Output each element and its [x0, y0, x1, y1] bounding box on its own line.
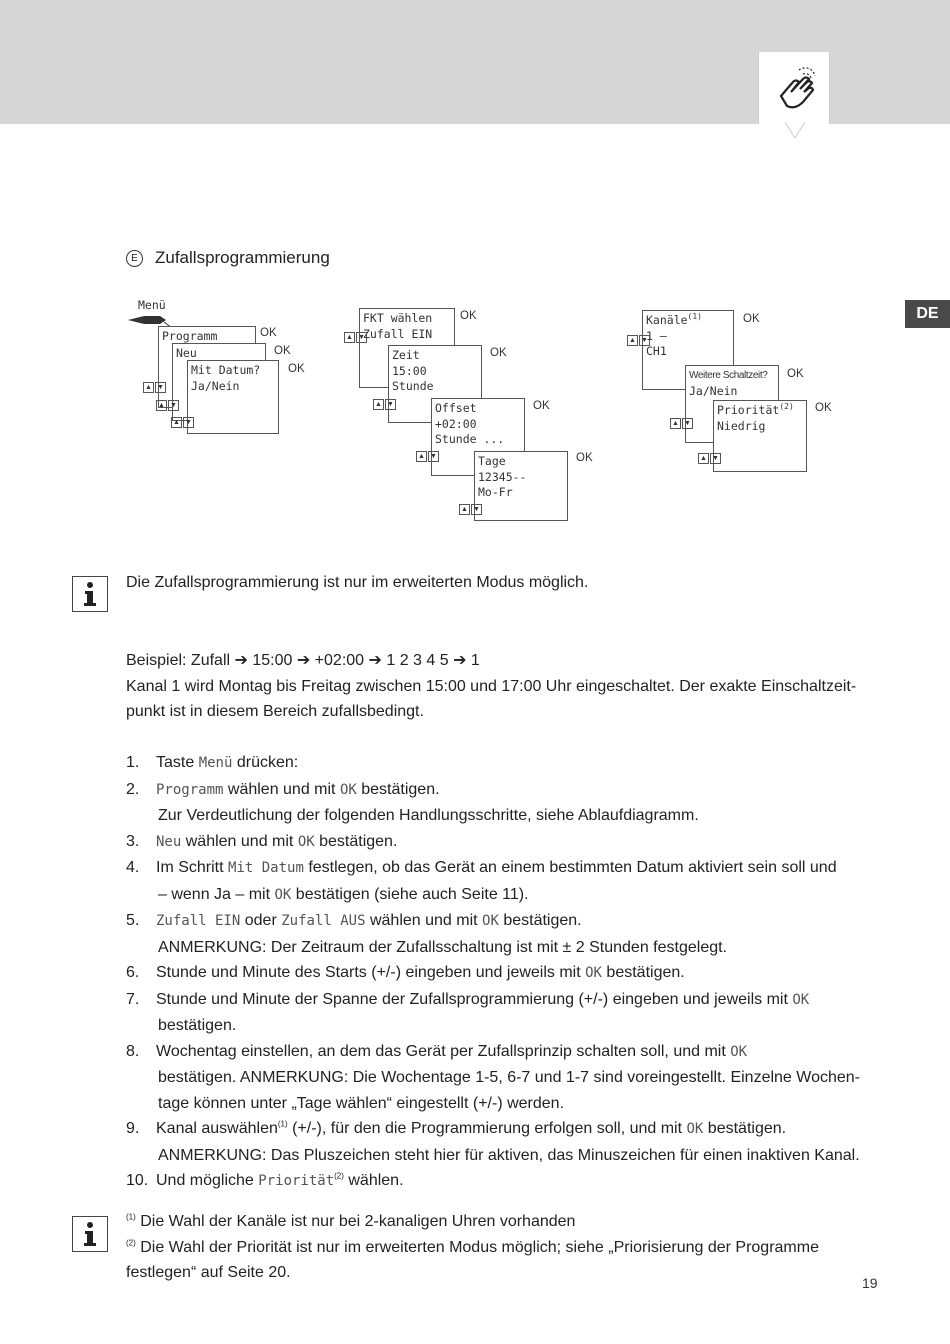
- footnote-2: [126, 1235, 886, 1261]
- prioritaet-screen: [713, 400, 807, 472]
- offset-text: [432, 399, 524, 450]
- prioritaet-line: [717, 403, 803, 419]
- ok-label: OK: [460, 310, 477, 322]
- up-down-keys: ▲ ▼: [459, 504, 482, 515]
- ok-label: OK: [576, 452, 593, 464]
- display-term: OK: [297, 833, 315, 850]
- kanaele-line: [646, 313, 730, 329]
- list-note: ANMERKUNG: Das Pluszeichen steht hier für aktiven, das Minuszeichen für einen inaktiven Kanal.: [158, 1146, 860, 1164]
- footnote-marker: (2): [334, 1171, 344, 1181]
- step-number: 7.: [126, 990, 140, 1008]
- offset-line: Offset: [435, 401, 477, 415]
- touch-badge: [758, 52, 830, 124]
- footnote-marker: (2): [126, 1238, 136, 1248]
- step-text: drücken:: [232, 754, 299, 771]
- footnote-text: Die Wahl der Kanäle ist nur bei 2-kanaligen Uhren vorhanden: [135, 1213, 576, 1230]
- display-term: OK: [585, 965, 602, 981]
- prioritaet-text: [714, 401, 806, 436]
- step-number: 4.: [126, 859, 140, 876]
- display-term: OK: [792, 991, 810, 1008]
- step-text: Taste: [156, 754, 199, 771]
- list-note: Zur Verdeutlichung der folgenden Handlungsschritte, siehe Ablaufdiagramm.: [158, 807, 699, 824]
- tage-text: [475, 452, 567, 503]
- footnote-marker: (2): [779, 402, 794, 412]
- footnote-marker: (1): [687, 312, 702, 322]
- badge-pointer: [785, 122, 805, 140]
- display-term: Programm: [156, 781, 224, 798]
- list-item: [126, 750, 886, 777]
- step-text: festlegen, ob das Gerät an einem bestimmten Datum aktiviert sein soll und: [303, 859, 837, 876]
- tage-line: Mo-Fr: [478, 485, 513, 499]
- list-note: ANMERKUNG: Der Zeitraum der Zufallsschaltung ist mit ± 2 Stunden festgelegt.: [158, 938, 727, 956]
- example-block: [126, 648, 856, 725]
- zeit-line: Zeit: [392, 348, 420, 362]
- display-term: Mit Datum: [228, 860, 304, 876]
- list-item: [126, 908, 886, 935]
- ok-label: OK: [743, 313, 760, 325]
- list-item: [126, 829, 886, 856]
- step-text: wählen und mit: [365, 912, 483, 929]
- display-term: OK: [730, 1043, 748, 1060]
- list-item: [126, 777, 886, 804]
- footnote-1: [126, 1209, 886, 1235]
- ok-label: OK: [533, 400, 550, 412]
- ok-label: OK: [815, 402, 832, 414]
- step-text: (+/-), für den die Programmierung erfolgen soll, und mit: [287, 1120, 687, 1137]
- offset-line: Stunde ...: [435, 432, 505, 446]
- tage-line: Tage: [478, 454, 506, 468]
- step-number: 10.: [126, 1172, 149, 1189]
- prioritaet-line: Niedrig: [717, 418, 766, 433]
- up-down-keys: ▲ ▼: [670, 418, 693, 429]
- display-term: OK: [339, 781, 357, 798]
- mit-datum-line: Mit Datum?: [191, 363, 261, 377]
- footnote-marker: (1): [277, 1119, 288, 1129]
- section-heading: [126, 248, 330, 268]
- page-number: 19: [862, 1275, 878, 1291]
- display-term: Zufall EIN: [156, 913, 241, 929]
- step-number: 3.: [126, 832, 140, 850]
- step-text: bestätigen.: [601, 964, 685, 981]
- step-text: Stunde und Minute des Starts (+/-) eingeben und jeweils mit: [156, 964, 586, 981]
- weitere-line: Ja/Nein: [689, 383, 738, 398]
- step-text: bestätigen (siehe auch Seite 11).: [291, 885, 529, 903]
- list-item: [126, 1168, 886, 1195]
- step-text: Stunde und Minute der Spanne der Zufallsprogrammierung (+/-) eingeben und jeweils mit: [156, 990, 793, 1008]
- up-down-keys: ▲ ▼: [171, 417, 194, 428]
- step-text: wählen und mit: [181, 832, 298, 850]
- footnote-marker: (1): [126, 1212, 136, 1222]
- example-line: Beispiel: Zufall ➔ 15:00 ➔ +02:00 ➔ 1 2 3 4 5 ➔ 1: [126, 652, 480, 669]
- up-down-keys: ▲ ▼: [143, 382, 166, 393]
- list-item: [126, 855, 886, 882]
- fkt-line: Zufall EIN: [363, 326, 433, 341]
- tage-line: 12345--: [478, 469, 527, 484]
- display-term: Priorität: [258, 1173, 335, 1189]
- flow-diagram: [0, 290, 950, 530]
- info-icon: [72, 576, 108, 612]
- up-down-keys: ▲ ▼: [416, 451, 439, 462]
- up-down-keys: ▲ ▼: [156, 400, 179, 411]
- ok-label: OK: [274, 345, 291, 357]
- list-item: [126, 1116, 886, 1143]
- kanaele-label: Kanäle: [646, 313, 688, 327]
- step-number: 8.: [126, 1042, 140, 1060]
- step-number: 5.: [126, 912, 140, 929]
- programm-text: Programm: [162, 329, 218, 343]
- neu-text: Neu: [176, 346, 197, 360]
- up-down-keys: ▲ ▼: [698, 453, 721, 464]
- ok-label: OK: [288, 363, 305, 375]
- step-text: wählen.: [343, 1172, 404, 1189]
- kanaele-line: 1 –: [646, 328, 667, 343]
- menu-label: Menü: [138, 298, 166, 312]
- offset-line: +02:00: [435, 416, 477, 431]
- zeit-text: [389, 346, 481, 397]
- step-text: bestätigen.: [356, 780, 440, 798]
- language-tab: DE: [905, 300, 950, 328]
- info-icon: [72, 1216, 108, 1252]
- mit-datum-text: [188, 361, 278, 396]
- list-continuation: bestätigen.: [158, 1017, 237, 1034]
- footnotes: [126, 1209, 886, 1286]
- step-text: bestätigen.: [498, 912, 582, 929]
- step-text: bestätigen.: [314, 832, 398, 850]
- list-item: [126, 960, 886, 987]
- step-text: Im Schritt: [156, 859, 229, 876]
- up-down-keys: ▲ ▼: [344, 332, 367, 343]
- section-marker: E: [126, 250, 143, 267]
- step-text: Wochentag einstellen, an dem das Gerät per Zufallsprinzip schalten soll, und mit: [156, 1042, 731, 1060]
- list-continuation: tage können unter „Tage wählen“ eingestellt (+/-) werden.: [158, 1094, 565, 1112]
- ok-label: OK: [260, 327, 277, 339]
- display-term: OK: [686, 1121, 704, 1137]
- mit-datum-line: Ja/Nein: [191, 378, 240, 393]
- up-down-keys: ▲ ▼: [373, 399, 396, 410]
- kanaele-text: [643, 311, 733, 362]
- weitere-line: Weitere Schaltzeit?: [689, 370, 768, 381]
- step-text: oder: [240, 912, 282, 929]
- prioritaet-label: Priorität: [717, 403, 780, 417]
- ok-label: OK: [490, 347, 507, 359]
- zeit-line: Stunde: [392, 379, 434, 393]
- step-text: Kanal auswählen: [156, 1120, 278, 1137]
- steps-list: [126, 750, 886, 1195]
- step-text: Und mögliche: [156, 1172, 259, 1189]
- fkt-line: FKT wählen: [363, 311, 433, 325]
- list-continuation: [126, 882, 886, 909]
- step-text: bestätigen.: [703, 1120, 787, 1137]
- display-term: Neu: [156, 833, 182, 850]
- footnote-text: festlegen“ auf Seite 20.: [126, 1264, 291, 1281]
- display-term: Zufall AUS: [281, 913, 366, 929]
- list-item: [126, 987, 886, 1014]
- step-text: wählen und mit: [223, 780, 340, 798]
- step-number: 9.: [126, 1120, 140, 1137]
- fkt-text: [360, 309, 454, 344]
- step-text: – wenn Ja – mit: [158, 885, 275, 903]
- steps-block: [126, 750, 886, 1195]
- zeit-line: 15:00: [392, 363, 427, 378]
- up-down-keys: ▲ ▼: [627, 335, 650, 346]
- step-number: 1.: [126, 754, 140, 771]
- info-note: Die Zufallsprogrammierung ist nur im erweiterten Modus möglich.: [126, 574, 589, 591]
- step-number: 6.: [126, 964, 140, 981]
- touch-hand-icon: [759, 52, 829, 124]
- list-item: [126, 1039, 886, 1066]
- weitere-text: [686, 366, 778, 401]
- ok-label: OK: [787, 368, 804, 380]
- display-term: Menü: [198, 755, 233, 771]
- kanaele-line: CH1: [646, 344, 667, 358]
- section-title: Zufallsprogrammierung: [155, 248, 330, 267]
- tage-screen: [474, 451, 568, 521]
- example-line: punkt ist in diesem Bereich zufallsbedingt.: [126, 703, 424, 720]
- display-term: OK: [482, 913, 499, 929]
- footnote-text: Die Wahl der Priorität ist nur im erweiterten Modus möglich; siehe „Priorisierung der Programme: [135, 1238, 819, 1256]
- mit-datum-screen: [187, 360, 279, 434]
- step-number: 2.: [126, 780, 140, 798]
- example-line: Kanal 1 wird Montag bis Freitag zwischen 15:00 und 17:00 Uhr eingeschaltet. Der exakte Einschaltzeit-: [126, 677, 857, 695]
- display-term: OK: [274, 886, 292, 903]
- list-continuation: bestätigen. ANMERKUNG: Die Wochentage 1-5, 6-7 und 1-7 sind voreingestellt. Einzelne Wochen-: [158, 1069, 860, 1086]
